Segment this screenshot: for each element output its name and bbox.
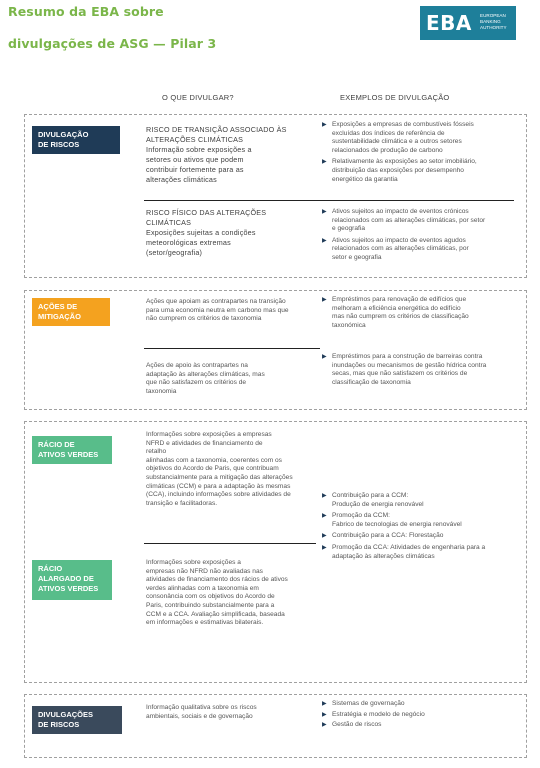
list-item [322,208,520,234]
gar-line: (CCA), incluindo informações sobre atividades de [146,491,291,499]
mitigation-text-2 [146,362,296,396]
bullet-arrow-icon: ▶ [322,493,327,499]
physical-text-3: (setor/geografia) [146,248,203,257]
list-item [322,544,522,561]
gar-line: transição e facilitadoras. [146,499,218,507]
list-item [322,532,522,541]
gar-line: alinhadas com a taxonomia, coerentes com os [146,456,282,464]
physical-title-1: RISCO FÍSICO DAS ALTERAÇÕES [146,208,267,217]
mit-line: que não satisfazem os critérios de [146,379,247,387]
logo-sub2: BANKING [480,19,501,24]
ex-line: setor e geografia [332,253,382,261]
gar-line: Informações sobre exposições a empresas [146,431,272,438]
extended-gar-label [32,560,112,600]
gar-line: climáticas (CCM) e para a adaptação às mesmas [146,482,291,490]
bullet-arrow-icon: ▶ [322,209,327,215]
mitigation-text-1 [146,298,316,324]
egar-line: Paris, contribuindo substancialmente para a [146,601,275,609]
list-item [322,492,522,509]
ex-line: Contribuição para a CCM: [332,492,409,499]
mitigation-examples-2 [322,353,520,390]
bullet-arrow-icon: ▶ [322,533,327,540]
logo-subtitle [480,13,507,31]
list-item [322,237,520,263]
transition-risk-block [146,125,306,185]
ex-line: classificação de taxonomia [332,378,411,386]
bullet-arrow-icon: ▶ [322,159,327,166]
egar-line: empresas não NFRD não avaliadas nas [146,567,263,575]
qualitative-examples-list [322,700,520,732]
list-item [322,158,520,184]
ex-line: mas não cumprem os critérios de classificação [332,313,469,321]
ex-line: Promoção da CCA: Atividades de engenharia para a [332,543,486,551]
list-item [322,353,520,387]
ex-line: Empréstimos para a construção de barreiras contra [332,353,483,360]
egar-label-line1: RÁCIO [38,564,63,573]
bullet-arrow-icon: ▶ [322,544,327,551]
bullet-arrow-icon: ▶ [322,122,327,128]
ex-line: Fabrico de tecnologias de energia renovável [332,520,462,528]
column-header-examples: EXEMPLOS DE DIVULGAÇÃO [340,93,450,102]
egar-line: atividades de financiamento dos rácios de ativos [146,576,288,584]
column-header-what: O QUE DIVULGAR? [162,93,234,102]
ex-line: distribuição das exposições por desempenho [332,166,464,174]
ex-line: Exposições a empresas de combustíveis fósseis [332,121,474,128]
mit-line: Ações de apoio às contrapartes na [146,362,248,369]
transition-examples-list [322,121,520,187]
qual-label-line1: DIVULGAÇÕES [38,710,94,719]
logo-mark: EBA [426,11,472,35]
qual-line: Informação qualitativa sobre os riscos [146,704,257,711]
physical-examples-list [322,208,520,266]
ex-line: Relativamente às exposições ao setor imobiliário, [332,158,477,166]
qualitative-label [32,706,122,734]
bullet-arrow-icon: ▶ [322,513,327,520]
ex-line: Empréstimos para renovação de edifícios que [332,296,467,303]
transition-text-4: alterações climáticas [146,175,217,184]
mit-line: adaptação às alterações climáticas, mas [146,370,265,378]
ex-line: adaptação às alterações climáticas [332,552,435,560]
list-item [322,512,522,529]
egar-label-line2: ALARGADO DE [38,574,94,583]
ex-line: Contribuição para a CCA: Florestação [332,532,444,540]
list-item [322,296,520,330]
bullet-arrow-icon: ▶ [322,237,327,244]
mitigation-label [32,298,110,326]
list-item [322,721,520,730]
egar-text [146,559,332,628]
risk-disclosure-label [32,126,120,154]
ex-line: secas, mas que não satisfazem os critérios de [332,370,468,378]
egar-line: CCM e a CCA. Avaliação simplificada, baseada [146,610,285,618]
mit-line: taxonomia [146,387,177,395]
mit-line: para uma economia neutra em carbono mas que [146,306,289,314]
list-item [322,700,520,709]
bullet-arrow-icon: ▶ [322,722,327,729]
gar-line: retalho [146,448,167,456]
mitigation-label-line1: AÇÕES DE [38,302,78,311]
ex-line: Gestão de riscos [332,721,382,729]
egar-line: consonância com os objetivos do Acordo de [146,593,275,601]
mitigation-examples-1 [322,296,520,333]
ex-line: Sistemas de governação [332,700,405,707]
egar-line: em informações e estimativas bilaterais. [146,619,264,627]
risk-label-line1: DIVULGAÇÃO [38,130,89,139]
gar-label-line1: RÁCIO DE [38,440,75,449]
risk-label-line2: DE RISCOS [38,140,80,149]
ex-line: Estratégia e modelo de negócio [332,710,425,718]
gar-text [146,431,332,508]
list-item [322,121,520,155]
transition-text-1: Informação sobre exposições a [146,145,252,154]
page-title-line1: Resumo da EBA sobre [8,4,164,19]
bullet-arrow-icon: ▶ [322,354,327,360]
list-item [322,711,520,720]
ex-line: taxonómica [332,321,366,329]
transition-text-2: setores ou ativos que podem [146,155,244,164]
bullet-arrow-icon: ▶ [322,297,327,303]
bullet-arrow-icon: ▶ [322,711,327,718]
qual-line: ambientais, sociais e de governação [146,712,253,720]
ex-line: e geografia [332,225,365,233]
physical-text-2: meteorológicas extremas [146,238,231,247]
mit-line: não cumprem os critérios de taxonomia [146,315,262,323]
physical-text-1: Exposições sujeitas a condições [146,228,256,237]
gar-line: objetivos do Acordo de Paris, que contribuam [146,465,279,473]
ex-line: Ativos sujeitos ao impacto de eventos agudos [332,236,466,244]
ex-line: relacionados com as alterações climáticas, por setor [332,216,486,224]
green-ratio-label [32,436,112,464]
ex-line: sustentabilidade climática e a outros setores [332,138,462,146]
physical-risk-block [146,208,306,258]
gar-examples-list [322,492,522,564]
ex-line: melhoram a eficiência energética do edifício [332,304,461,312]
gar-divider [144,543,316,544]
gar-label-line2: ATIVOS VERDES [38,450,99,459]
ex-line: excluídas dos índices de referência de [332,129,445,137]
bullet-arrow-icon: ▶ [322,701,327,707]
ex-line: Promoção da CCM: [332,512,390,520]
egar-label-line3: ATIVOS VERDES [38,584,99,593]
mitigation-label-line2: MITIGAÇÃO [38,312,81,321]
ex-line: Ativos sujeitos ao impacto de eventos crónicos [332,208,469,215]
ex-line: Produção de energia renovável [332,500,424,508]
egar-line: Informações sobre exposições a [146,559,241,566]
logo-sub3: AUTHORITY [480,25,507,30]
qualitative-text [146,704,316,721]
eba-logo [420,6,516,40]
mitigation-divider [144,348,320,349]
page-title-line2: divulgações de ASG — Pilar 3 [8,36,217,51]
mit-line: Ações que apoiam as contrapartes na transição [146,298,286,305]
gar-line: NFRD e atividades de financiamento de [146,439,263,447]
egar-line: verdes alinhadas com a taxonomia em [146,584,259,592]
gar-line: substancialmente para a mitigação das alterações [146,473,293,481]
ex-line: relacionados com as alterações climáticas, por [332,245,469,253]
physical-title-2: CLIMÁTICAS [146,218,192,227]
transition-text-3: contribuir fortemente para as [146,165,244,174]
transition-title-2: ALTERAÇÕES CLIMÁTICAS [146,135,244,144]
ex-line: inundações ou mecanismos de gestão hídrica contra [332,361,487,369]
transition-title-1: RISCO DE TRANSIÇÃO ASSOCIADO ÀS [146,125,287,134]
logo-sub1: EUROPEAN [480,13,506,18]
ex-line: relacionados de produção de carbono [332,146,443,154]
ex-line: energético da garantia [332,175,398,183]
risk-divider [144,200,514,201]
qual-label-line2: DE RISCOS [38,720,80,729]
